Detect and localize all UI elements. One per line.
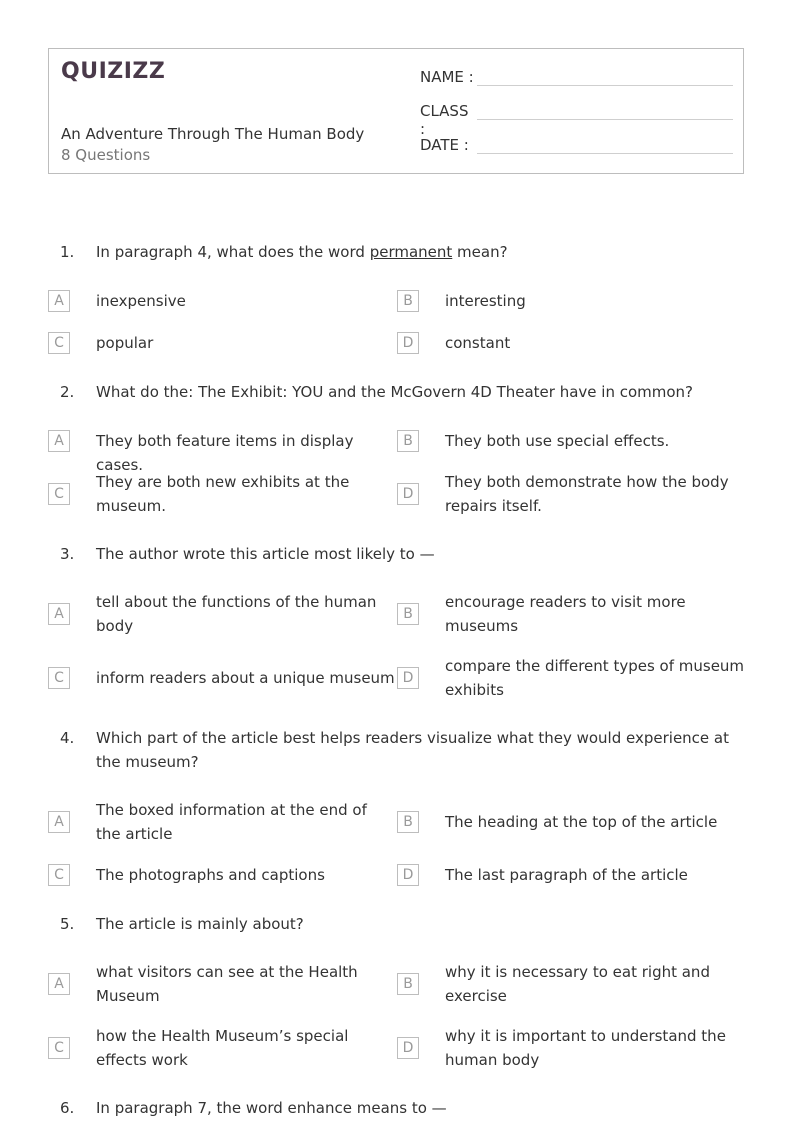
class-field — [420, 102, 477, 138]
question-number: 5. — [60, 915, 75, 933]
option-text[interactable]: why it is important to understand the human body — [445, 1027, 726, 1069]
question-text: What do the: The Exhibit: YOU and the McGovern 4D Theater have in common? — [96, 383, 694, 401]
option-letter-box[interactable]: D — [397, 483, 419, 505]
question-number: 4. — [60, 729, 75, 747]
question-number: 2. — [60, 383, 75, 401]
option-text[interactable]: The heading at the top of the article — [445, 813, 718, 831]
option-letter-box[interactable]: C — [48, 483, 70, 505]
question-number: 6. — [60, 1099, 75, 1117]
option-text[interactable]: encourage readers to visit more museums — [445, 593, 686, 635]
option-text[interactable]: tell about the functions of the human body — [96, 593, 377, 635]
option-letter-box[interactable]: D — [397, 667, 419, 689]
option-letter-box[interactable]: C — [48, 1037, 70, 1059]
option-letter-box[interactable]: C — [48, 667, 70, 689]
name-label: NAME : — [420, 68, 474, 86]
date-line — [477, 153, 733, 154]
option-text[interactable]: compare the different types of museum exhibits — [445, 657, 745, 699]
class-line — [477, 119, 733, 120]
option-letter-box[interactable]: A — [48, 973, 70, 995]
option-text[interactable]: what visitors can see at the Health Museum — [96, 963, 358, 1005]
option-text[interactable]: The photographs and captions — [96, 866, 325, 884]
option-text[interactable]: interesting — [445, 292, 526, 310]
name-line — [477, 85, 733, 86]
option-text[interactable]: popular — [96, 334, 154, 352]
name-field — [420, 68, 477, 86]
option-text[interactable]: The last paragraph of the article — [445, 866, 688, 884]
date-field — [420, 136, 477, 154]
question-text: The article is mainly about? — [96, 915, 304, 933]
option-text[interactable]: how the Health Museum’s special effects work — [96, 1027, 349, 1069]
underlined-word: permanent — [369, 243, 453, 261]
option-text[interactable]: constant — [445, 334, 511, 352]
option-text[interactable]: why it is necessary to eat right and exercise — [445, 963, 710, 1005]
question-text: Which part of the article best helps readers visualize what they would experience at the museum? — [96, 729, 729, 771]
question-text: In paragraph 4, what does the word permanent mean? — [96, 243, 508, 261]
option-letter-box[interactable]: B — [397, 430, 419, 452]
option-letter-box[interactable]: A — [48, 430, 70, 452]
option-letter-box[interactable]: A — [48, 603, 70, 625]
option-text[interactable]: inexpensive — [96, 292, 186, 310]
question-count: 8 Questions — [61, 146, 151, 164]
option-letter-box[interactable]: B — [397, 973, 419, 995]
option-letter-box[interactable]: D — [397, 332, 419, 354]
question-text: In paragraph 7, the word enhance means to — — [96, 1099, 447, 1117]
option-text[interactable]: The boxed information at the end of the article — [96, 801, 367, 843]
question-number: 3. — [60, 545, 75, 563]
option-letter-box[interactable]: D — [397, 1037, 419, 1059]
option-text[interactable]: They both use special effects. — [445, 432, 670, 450]
option-letter-box[interactable]: A — [48, 290, 70, 312]
date-label: DATE : — [420, 136, 469, 154]
quizizz-logo: QUIZIZZ — [61, 59, 166, 84]
option-letter-box[interactable]: B — [397, 603, 419, 625]
option-letter-box[interactable]: B — [397, 290, 419, 312]
option-text[interactable]: They are both new exhibits at the museum. — [96, 473, 350, 515]
option-text[interactable]: inform readers about a unique museum — [96, 669, 395, 687]
option-text[interactable]: They both demonstrate how the body repairs itself. — [445, 473, 729, 515]
option-text[interactable]: They both feature items in display cases. — [96, 432, 354, 474]
class-label: CLASS : — [420, 102, 469, 138]
question-number: 1. — [60, 243, 75, 261]
option-letter-box[interactable]: C — [48, 332, 70, 354]
worksheet-title: An Adventure Through The Human Body — [61, 125, 365, 143]
question-text: The author wrote this article most likely to — — [96, 545, 435, 563]
worksheet-header — [48, 48, 744, 174]
option-letter-box[interactable]: C — [48, 864, 70, 886]
option-letter-box[interactable]: B — [397, 811, 419, 833]
option-letter-box[interactable]: D — [397, 864, 419, 886]
option-letter-box[interactable]: A — [48, 811, 70, 833]
